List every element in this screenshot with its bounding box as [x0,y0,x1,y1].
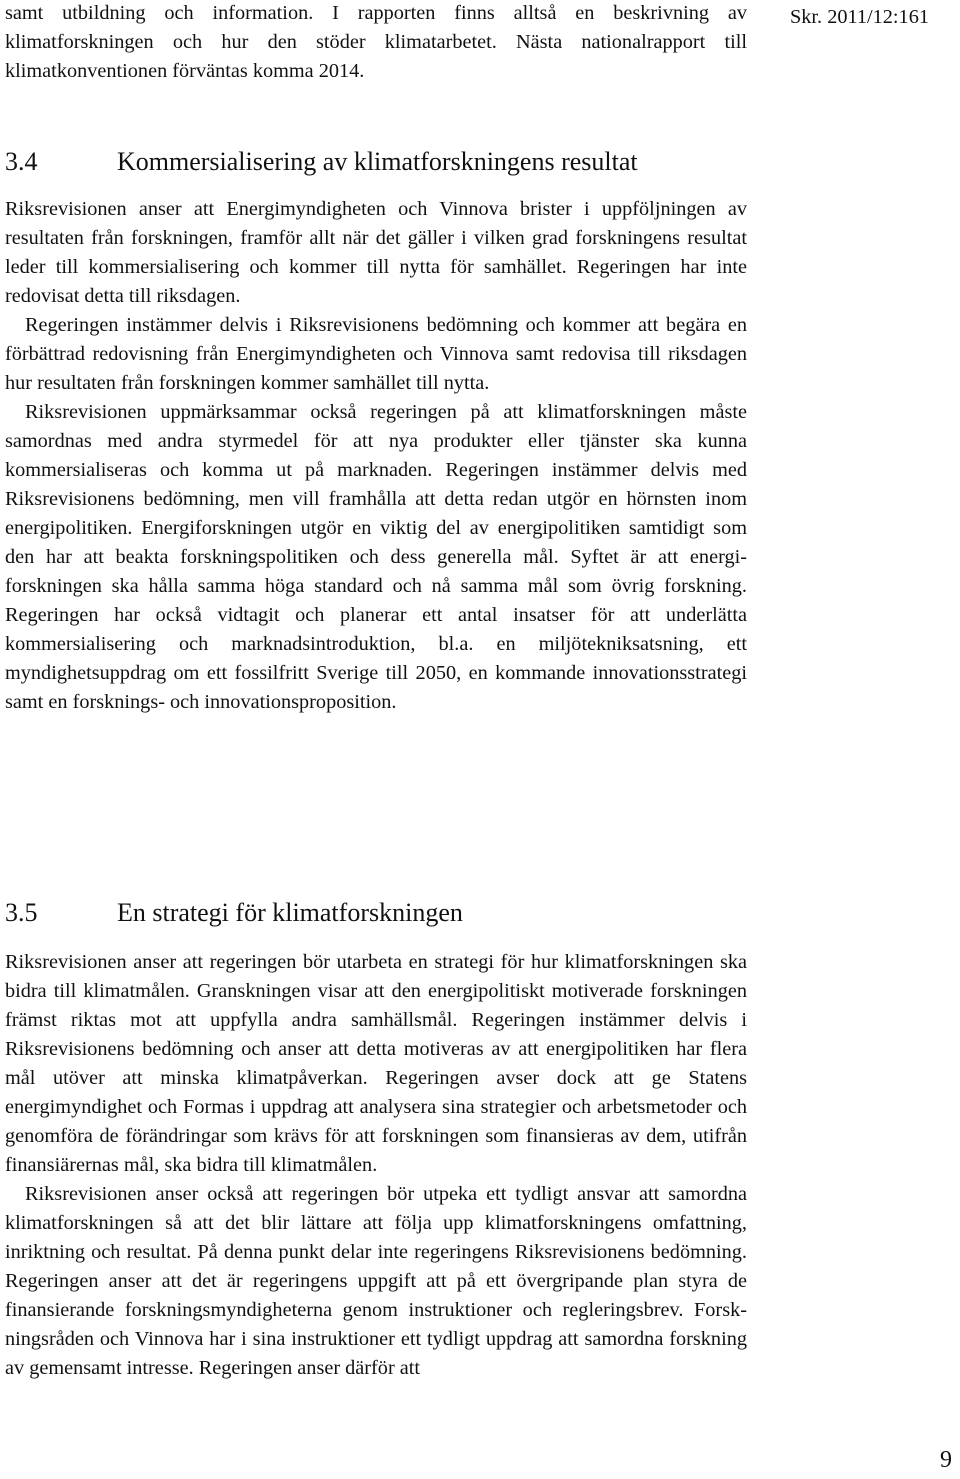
section-number: 3.4 [5,147,38,176]
body-paragraph: Riksrevisionen uppmärksammar också regeringen på att klimatforskningen måste samordnas med andra styrmedel för att nya produkter eller tjänster ska kunna kommersialiseras och komma ut på marknaden. Regeringen instämmer delvis med Riksrevisionens bedömning, men vill framhålla att detta redan utgör en hörnsten inom energipolitiken. Energiforskningen utgör en viktig del av energipolitiken samtidigt som den har att beakta forskningspolitiken och dess generella mål. Syftet är att energiforskningen ska hålla samma höga standard och nå samma mål som övrig forskning. Regeringen har också vidtagit och planerar ett antal insatser för att underlätta kommersialisering och marknadsintroduktion, bl.a. en miljötekniksatsning, ett myndighetsuppdrag om ett fossilfritt Sverige till 2050, en kommande innovationsstrategi samt en forsknings- och innovationsproposition. [5,401,747,713]
body-paragraph: Regeringen instämmer delvis i Riksrevisionens bedömning och kommer att begära en förbättrad redovisning från Energimyndigheten och Vinnova samt redovisa till riksdagen hur resultaten från forskningen kommer samhället till nytta. [5,314,747,394]
section-title: Kommersialisering av klimatforskningens resultat [117,147,638,176]
body-paragraph: Riksrevisionen anser också att regeringen bör utpeka ett tydligt ansvar att samordna klimatforskningen så att det blir lättare att följa upp klimatforskningens omfattning, inriktning och resultat. På denna punkt delar inte regeringens Riksrevisionens bedömning. Regeringen anser att det är regeringens uppgift att på ett övergripande plan styra de finansierande forskningsmyndigheterna genom instruktioner och regleringsbrev. Forskningsråden och Vinnova har i sina instruktioner ett tydligt uppdrag att samordna forskning av gemensamt intresse. Regeringen anser därför att [5,1183,747,1379]
section-heading-3-4 [5,145,747,179]
page-number: 9 [940,1447,952,1473]
section-body-3-4 [5,195,747,717]
body-paragraph: Riksrevisionen anser att regeringen bör utarbeta en strategi för hur klimatforskningen ska bidra till klimatmålen. Granskningen visar att den energipolitiskt motiverade forskningen främst riktas mot att uppfylla andra samhällsmål. Regeringen instämmer delvis i Riksrevisionens bedömning och anser att detta motiveras av att energipolitiken har flera mål utöver att minska klimatpåverkan. Regeringen avser dock att ge Statens energimyndighet och Formas i uppdrag att analysera sina strategier och arbetsmetoder och genomföra de förändringar som krävs för att forskningen som finansieras av dem, utifrån finansiärernas mål, ska bidra till klimatmålen. [5,951,747,1176]
body-paragraph: Riksrevisionen anser att Energimyndigheten och Vinnova brister i uppföljningen av resultaten från forskningen, framför allt när det gäller i vilken grad forskningens resultat leder till kommersialisering och kommer till nytta för samhället. Regeringen har inte redovisat detta till riksdagen. [5,198,747,307]
running-head: Skr. 2011/12:161 [790,6,929,28]
section-heading-3-5 [5,896,747,930]
section-title: En strategi för klimatforskningen [117,898,463,927]
intro-paragraph: samt utbildning och information. I rapporten finns alltså en beskrivning av klimatforskningen och hur den stöder klimatarbetet. Nästa nationalrapport till klimatkonventionen förväntas komma 2014. [5,2,747,82]
intro-block [5,0,747,86]
section-number: 3.5 [5,898,38,927]
section-body-3-5 [5,948,747,1383]
